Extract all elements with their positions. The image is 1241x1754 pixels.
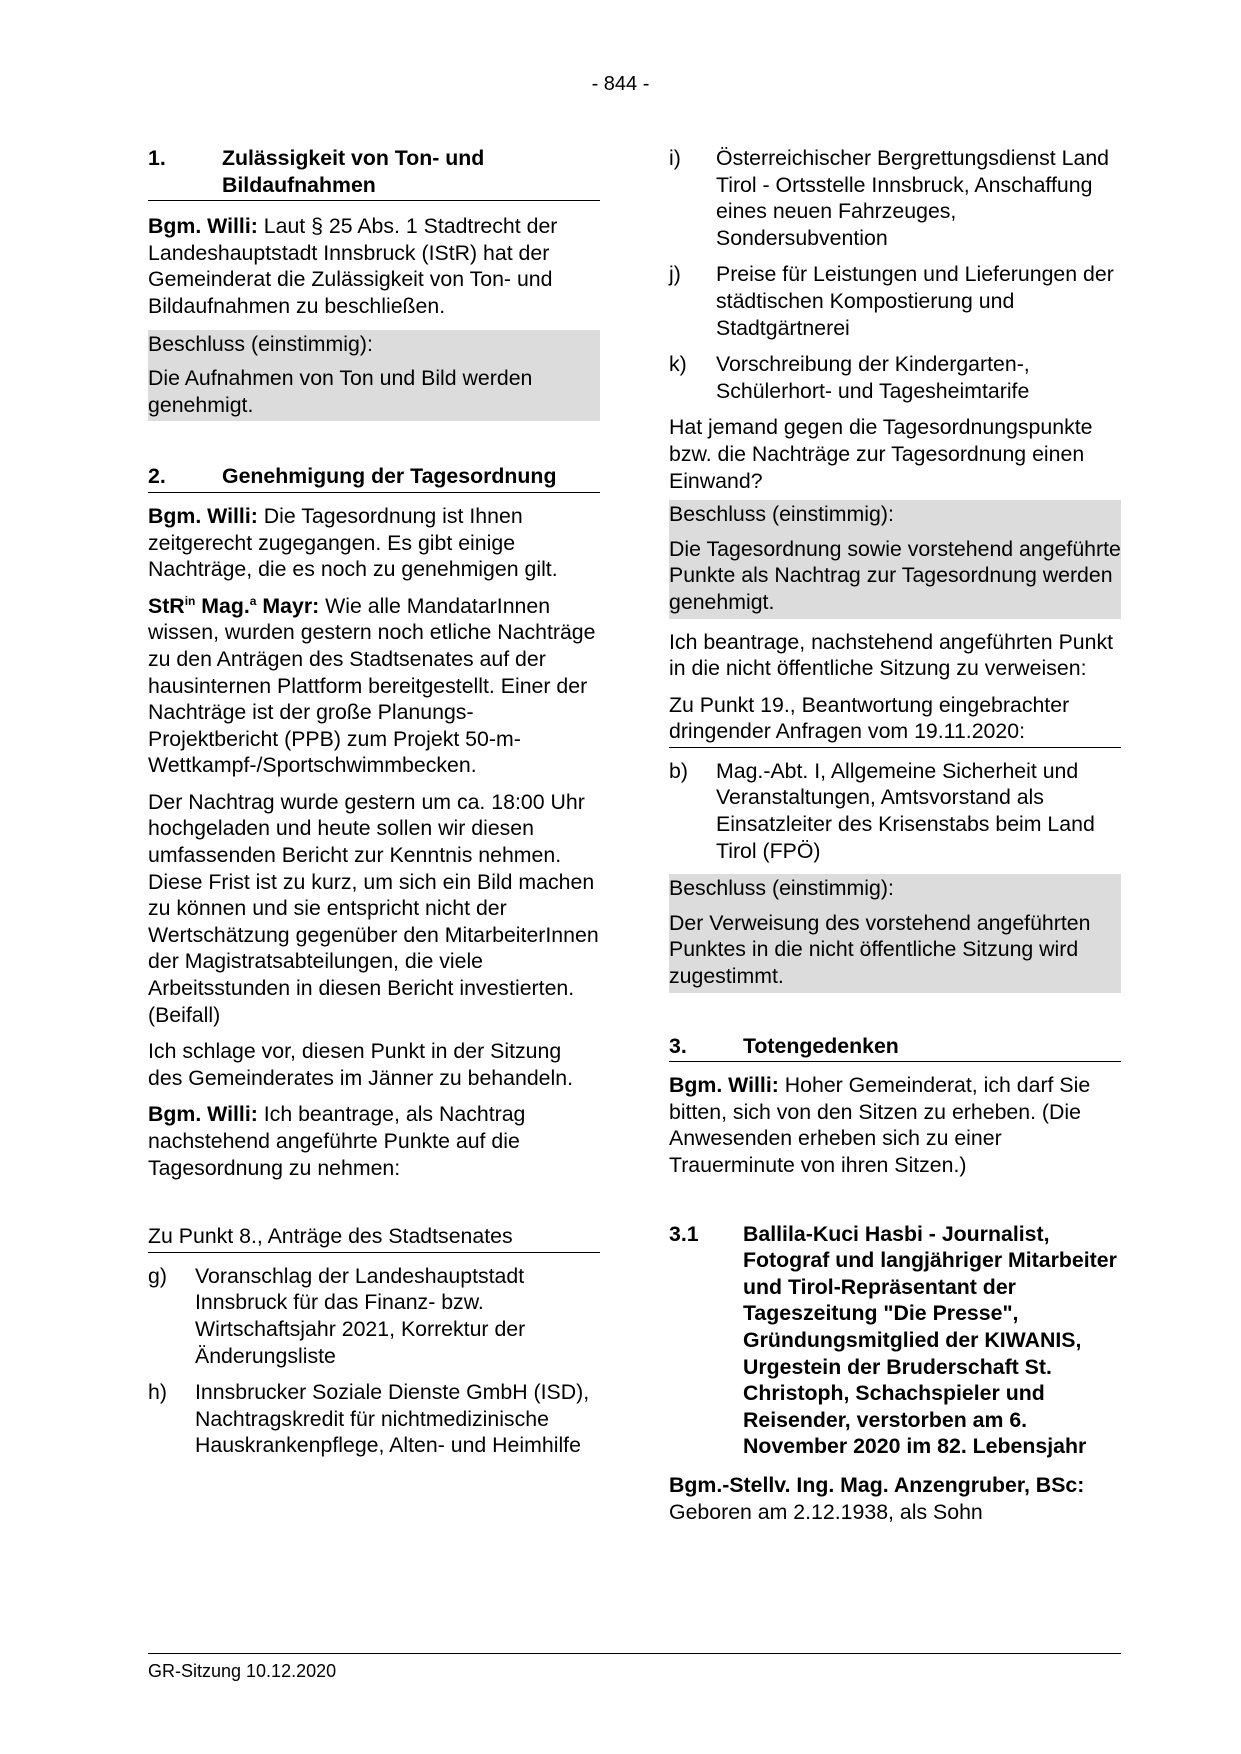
speaker: Bgm. Willi: [148,214,258,239]
list-text: Mag.-Abt. I, Allgemeine Sicherheit und Veranstaltungen, Amtsvorstand als Einsatzleiter des Krisenstabs beim Land Tirol (FPÖ) [716,758,1095,863]
resolution-box-referral [669,874,1121,992]
section-3-statement [669,1072,1121,1178]
footer-divider [148,1653,1121,1654]
section-3-number: 3. [669,1033,687,1058]
list-marker: h) [148,1380,167,1405]
statement-text: Hoher Gemeinderat, ich darf Sie bitten, sich von den Sitzen zu erheben. (Die Anwesenden erheben sich zu einer Trauerminute von ihren Sitzen.) [669,1073,1091,1177]
footer: GR-Sitzung 10.12.2020 [148,1661,337,1681]
list-text: Preise für Leistungen und Lieferungen der städtischen Kompostierung und Stadtgärtnerei [716,262,1114,340]
statement-mayor-2 [148,1101,600,1181]
statement-text: Wie alle MandatarInnen wissen, wurden gestern noch etliche Nachträge zu den Anträgen des Stadtsenates auf der hausinternen Plattform bereitgestellt. Einer der Nachträge ist der große Planungs-Projektbericht (PPB) zum Projekt 50-m-Wettkampf-/Sportschwimmbecken. [148,593,596,778]
resolution-box [148,330,600,422]
list-item-g [148,1263,600,1369]
list-item-k [669,351,1121,404]
speaker: Bgm. Willi: [148,503,258,528]
speaker: Bgm. Willi: [148,1102,258,1127]
section-2-title: Genehmigung der Tagesordnung [222,464,557,489]
list-text: Voranschlag der Landeshauptstadt Innsbruck für das Finanz- bzw. Wirtschaftsjahr 2021, Korrektur der Änderungsliste [195,1263,526,1368]
list-marker: i) [669,146,681,170]
list-item-j [669,261,1121,341]
section-3-1-number: 3.1 [669,1221,699,1246]
speaker: Bgm. Willi: [669,1073,779,1098]
speaker: Bgm.-Stellv. Ing. Mag. Anzengruber, BSc: [669,1472,1085,1497]
resolution-label: Beschluss (einstimmig): [669,502,894,527]
list-marker: k) [669,352,687,377]
motion-closed-session: Ich beantrage, nachstehend angeführten Punkt in die nicht öffentliche Sitzung zu verweisen: [669,629,1114,681]
statement-text: Laut § 25 Abs. 1 Stadtrecht der Landeshauptstadt Innsbruck (IStR) hat der Gemeinderat die Zulässigkeit von Ton- und Bildaufnahmen zu beschließen. [148,214,558,318]
section-3-title: Totengedenken [743,1033,899,1058]
left-column [148,145,600,1459]
resolution-box-agenda [669,500,1121,618]
resolution-text: Die Tagesordnung sowie vorstehend angeführte Punkte als Nachtrag zur Tagesordnung werden genehmigt. [669,536,1121,614]
list-text: Innsbrucker Soziale Dienste GmbH (ISD), Nachtragskredit für nichtmedizinische Hauskrankenpflege, Alten- und Heimhilfe [195,1380,590,1458]
section-3-1-title: Ballila-Kuci Hasbi - Journalist, Fotograf und langjähriger Mitarbeiter und Tirol-Repräsentant der Tageszeitung "Die Presse", Gründungsmitglied der KIWANIS, Urgestein der Bruderschaft St. Christoph, Schachspieler und Reisender, verstorben am 6. November 2020 im 82. Lebensjahr [743,1221,1117,1459]
resolution-label: Beschluss (einstimmig): [148,331,373,356]
section-1-statement [148,213,600,319]
sub-heading-punkt-19: Zu Punkt 19., Beantwortung eingebrachter dringender Anfragen vom 19.11.2020: [669,692,1121,748]
list-item-h [148,1379,600,1459]
list-text: Vorschreibung der Kindergarten-, Schülerhort- und Tagesheimtarife [716,352,1030,403]
paragraph-proposal: Ich schlage vor, diesen Punkt in der Sitzung des Gemeinderates im Jänner zu behandeln. [148,1039,574,1090]
sub-heading-punkt-8: Zu Punkt 8., Anträge des Stadtsenates [148,1223,600,1253]
statement-mayr [148,593,600,779]
statement-mayor-1 [148,503,600,583]
paragraph-nachtrag: Der Nachtrag wurde gestern um ca. 18:00 Uhr hochgeladen und heute sollen wir diesen umfassenden Bericht zur Kenntnis nehmen. Diese Frist ist zu kurz, um sich ein Bild machen zu können und sie entspricht nicht der Wertschätzung gegenüber den MitarbeiterInnen der Magistratsabteilungen, die viele Arbeitsstunden in diesen Bericht investierten. (Beifall) [148,789,599,1027]
resolution-text: Die Aufnahmen von Ton und Bild werden genehmigt. [148,366,533,417]
speaker-mayr: StR$^{in}$ Mag.$^a$ Mayr: [148,593,320,618]
list-marker: b) [669,758,688,783]
list-text: Österreichischer Bergrettungsdienst Land Tirol - Ortsstelle Innsbruck, Anschaffung eines neuen Fahrzeuges, Sondersubvention [716,146,1110,250]
statement-text: Ich beantrage, als Nachtrag nachstehend angeführte Punkte auf die Tagesordnung zu nehmen: [148,1102,526,1180]
section-2-number: 2. [148,464,166,489]
right-column [669,145,1121,1525]
section-3-1-heading [669,1221,1121,1460]
section-2-heading [148,463,600,493]
page-number: - 844 - [591,73,650,95]
list-item-i [669,145,1121,251]
statement-text: Die Tagesordnung ist Ihnen zeitgerecht zugegangen. Es gibt einige Nachträge, die es noch zu genehmigen gilt. [148,503,558,582]
statement-text: Geboren am 2.12.1938, als Sohn [669,1499,983,1524]
resolution-text: Der Verweisung des vorstehend angeführten Punktes in die nicht öffentliche Sitzung wird zugestimmt. [669,910,1091,989]
list-item-b [669,758,1121,864]
resolution-label: Beschluss (einstimmig): [669,876,894,901]
list-marker: g) [148,1263,167,1288]
section-3-heading [669,1033,1121,1063]
section-1-number: 1. [148,146,166,170]
list-marker: j) [669,262,681,287]
section-3-1-statement [669,1472,1121,1525]
question-objection: Hat jemand gegen die Tagesordnungspunkte bzw. die Nachträge zur Tagesordnung einen Einwand? [669,415,1093,493]
section-1-heading [148,145,600,201]
section-1-title: Zulässigkeit von Ton- und Bildaufnahmen [222,146,485,197]
